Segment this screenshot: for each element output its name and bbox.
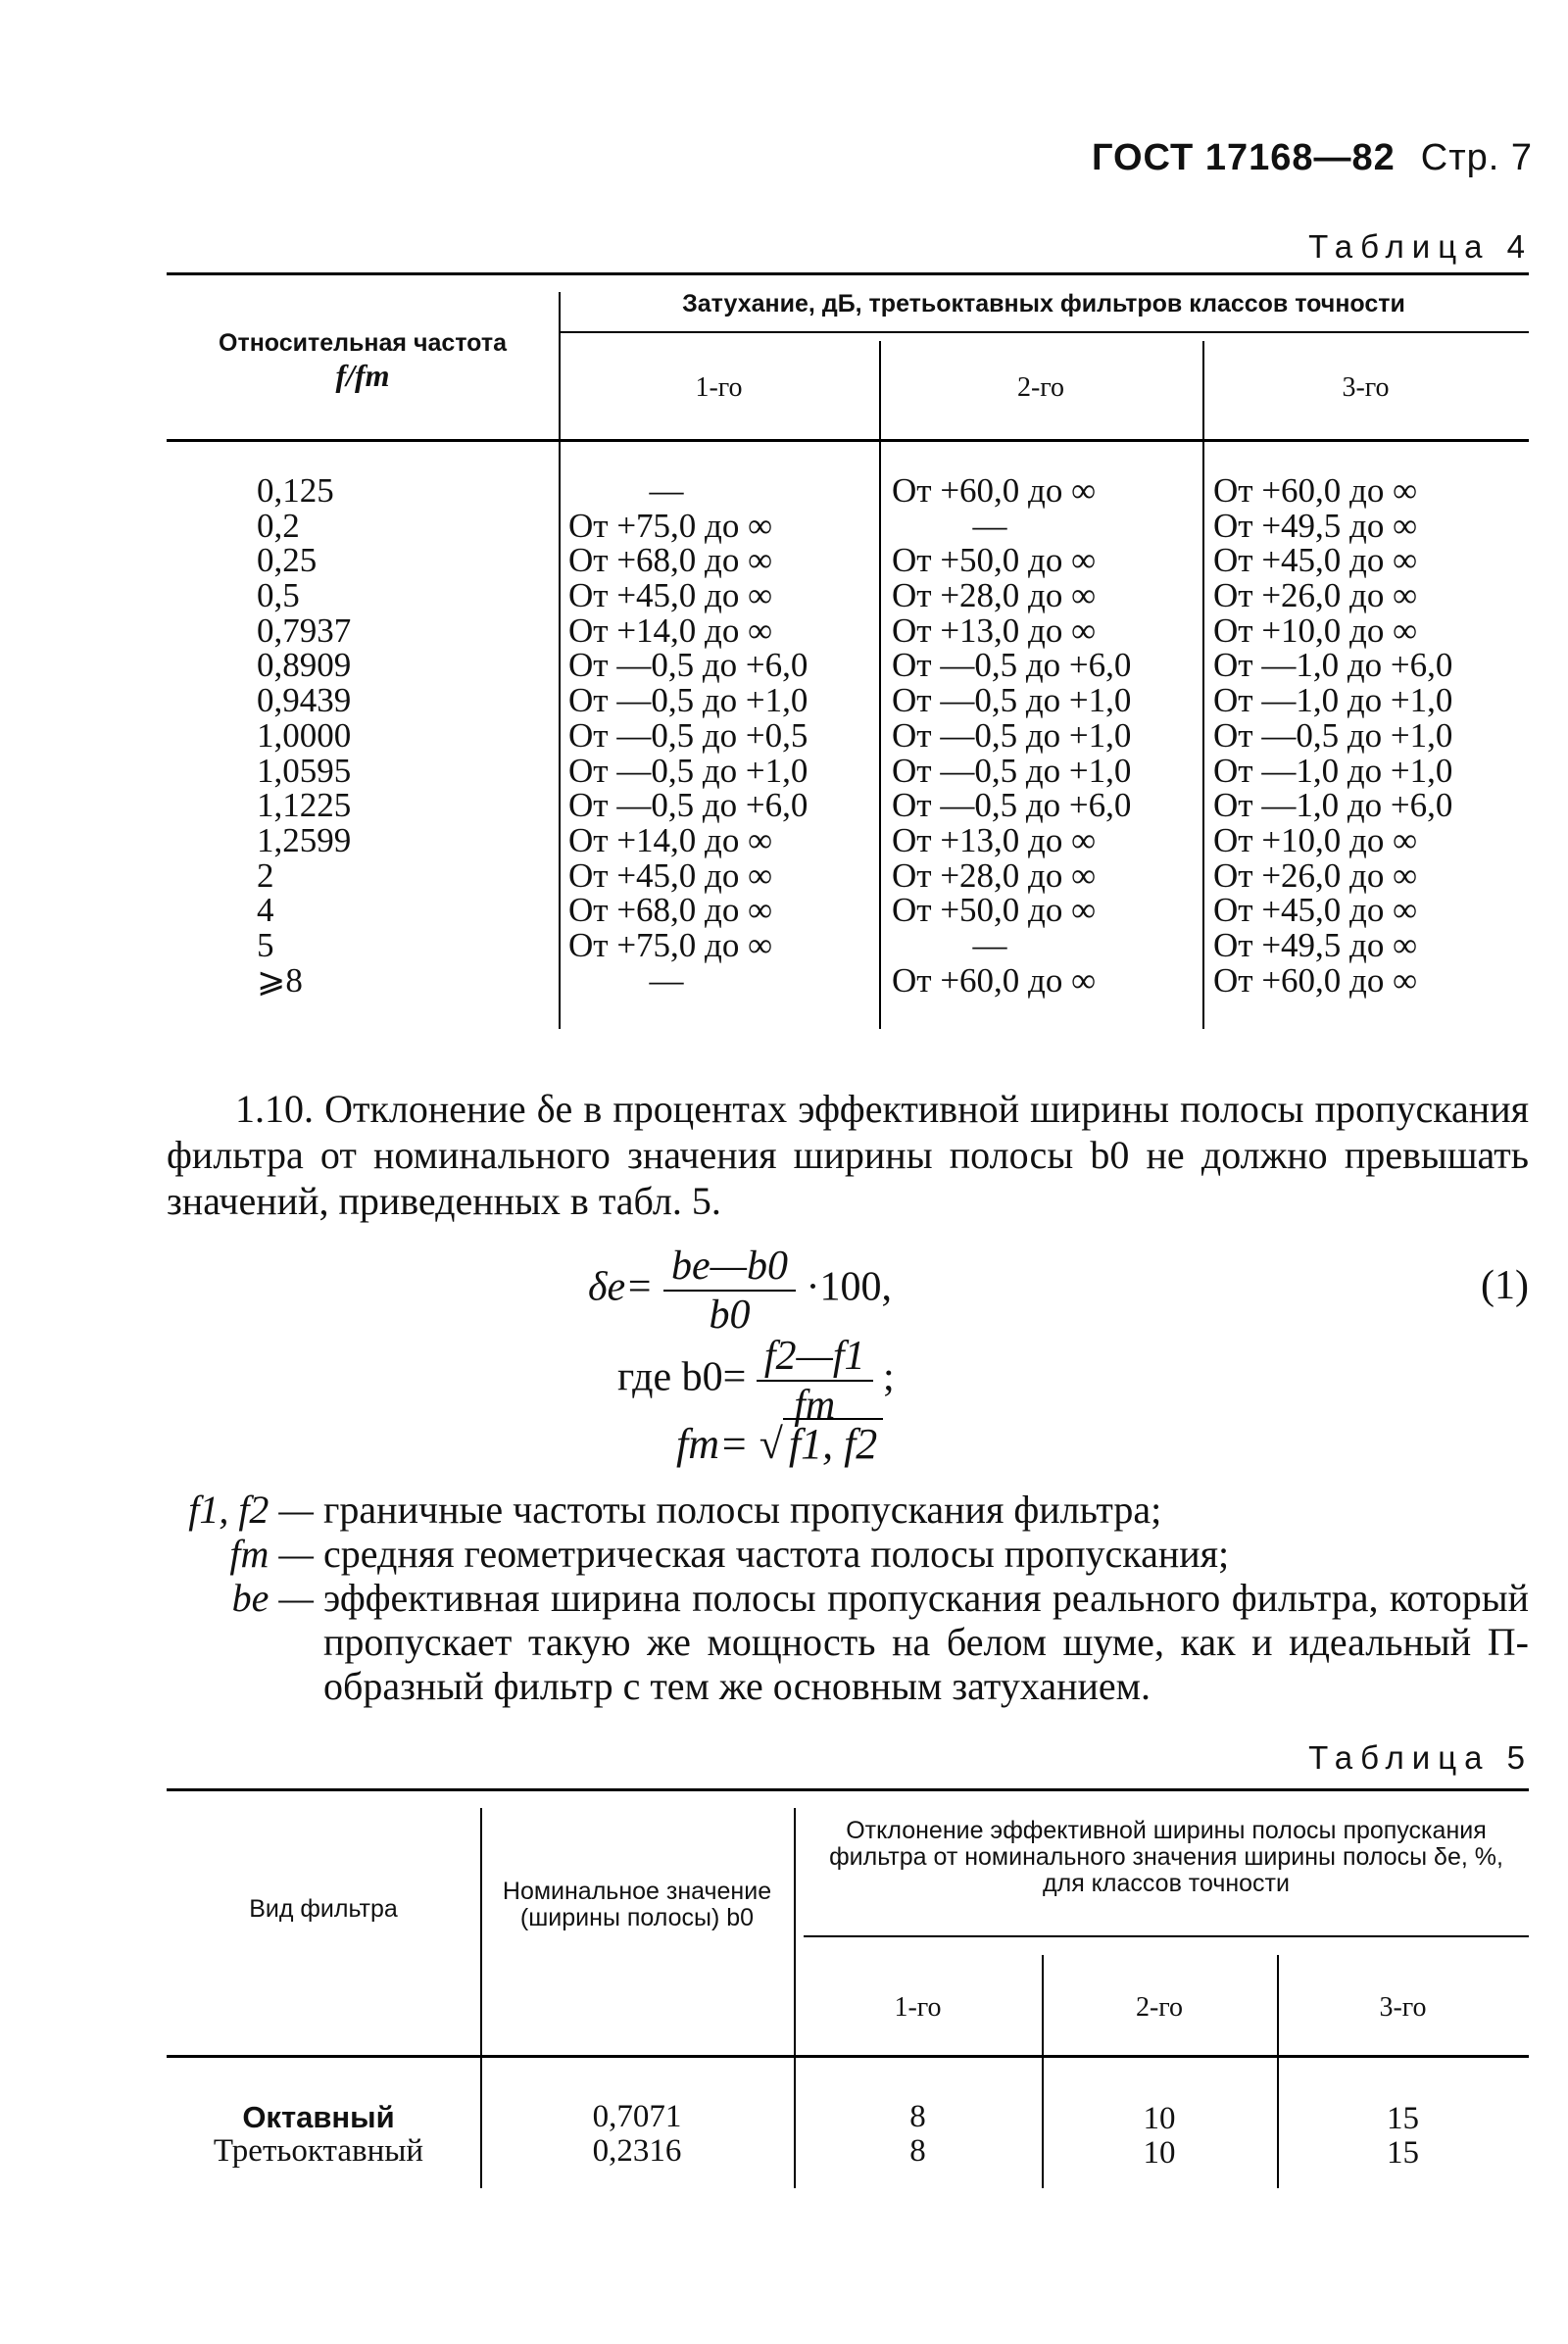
table4-class2-cell: От +50,0 до ∞ [892, 891, 1097, 930]
definition-text: средняя геометрическая частота полосы пропускания; [323, 1532, 1230, 1576]
table4-class3-cell: От +45,0 до ∞ [1213, 891, 1418, 930]
table4-class2-header: 2-го [1016, 372, 1065, 403]
table4-freq-cell: 1,2599 [257, 820, 352, 859]
page-number: Стр. 7 [1420, 137, 1533, 178]
table5-type-header: Вид фильтра [249, 1895, 398, 1923]
table4-freq-cell: 4 [257, 891, 274, 930]
table4-class1-cell: От —0,5 до +6,0 [568, 786, 808, 825]
table4-freq-cell: 1,0595 [257, 751, 352, 790]
table4-class2-cell: От +13,0 до ∞ [892, 820, 1097, 859]
formula-fm [676, 1419, 883, 1469]
table4-class2-cell: — [972, 925, 1007, 964]
table4-freq-cell: 2 [257, 855, 274, 895]
table4-class1-cell: От +75,0 до ∞ [568, 506, 773, 545]
table4-freq-cell: ⩾8 [257, 960, 303, 1000]
definition-be [167, 1576, 1529, 1708]
table5-nominal-header: Номинальное значение (ширины полосы) b0 [502, 1878, 772, 1931]
table4-class1-cell: От +68,0 до ∞ [568, 541, 773, 580]
table4-freq-cell: 0,25 [257, 541, 318, 580]
formula-2-tail: ; [883, 1354, 895, 1400]
table4-class2-cell: От —0,5 до +1,0 [892, 715, 1132, 755]
table4-freq-header-symbol: f/fm [335, 358, 390, 393]
definition-symbol: be — [231, 1576, 314, 1620]
table5-row1-class2: 10 [1143, 2101, 1176, 2136]
table4-class2-cell: От +13,0 до ∞ [892, 610, 1097, 650]
table4-class1-cell: — [649, 471, 684, 510]
table4-class2-cell: От —0,5 до +6,0 [892, 646, 1132, 685]
table4-class3-cell: От —1,0 до +1,0 [1213, 681, 1453, 720]
table5-top-rule [167, 1788, 1529, 1791]
table4-caption: Таблица 4 [1308, 228, 1533, 265]
formula-2-numerator: f2—f1 [757, 1333, 873, 1382]
table4-class2-cell: От —0,5 до +1,0 [892, 751, 1132, 790]
formula-2-denominator: fm [794, 1383, 836, 1428]
table5-vline-1 [480, 1808, 482, 2188]
table4-class3-cell: От —1,0 до +6,0 [1213, 646, 1453, 685]
table4-freq-cell: 0,5 [257, 576, 300, 615]
table4-class2-column [892, 473, 1186, 998]
table4-class3-cell: От +49,5 до ∞ [1213, 506, 1418, 545]
table4-class3-cell: От +10,0 до ∞ [1213, 820, 1418, 859]
table4-class3-header: 3-го [1342, 372, 1390, 403]
table4-class1-cell: От +75,0 до ∞ [568, 925, 773, 964]
table5-class1-header: 1-го [894, 1992, 942, 2023]
formula-1-numerator: be—b0 [663, 1243, 796, 1292]
table4-class1-header: 1-го [695, 372, 743, 403]
table4-class1-cell: От —0,5 до +0,5 [568, 715, 808, 755]
table4-freq-cell: 1,0000 [257, 715, 352, 755]
table4-class2-cell: От +28,0 до ∞ [892, 855, 1097, 895]
table4-class3-cell: От +49,5 до ∞ [1213, 925, 1418, 964]
table4 [167, 272, 1529, 1029]
table4-freq-column [257, 473, 453, 998]
paragraph-1-10-text: 1.10. Отклонение δe в процентах эффективной ширины полосы пропускания фильтра от номинального значения ширины полосы b0 не должно превышать значений, приведенных в табл. 5. [167, 1087, 1529, 1223]
definition-symbol: f1, f2 — [188, 1488, 314, 1532]
table4-class3-cell: От —1,0 до +1,0 [1213, 751, 1453, 790]
formula-2-fraction [757, 1333, 873, 1429]
table5-row1-nominal: 0,7071 [592, 2099, 682, 2134]
paragraph-1-10 [167, 1086, 1529, 1224]
table5-class3-header: 3-го [1379, 1992, 1427, 2023]
table5-row1-type: Октавный [242, 2100, 395, 2134]
formula-delta-e [588, 1243, 892, 1339]
table4-freq-cell: 0,125 [257, 471, 334, 510]
table4-class2-cell: — [972, 506, 1007, 545]
table4-freq-cell: 0,8909 [257, 646, 352, 685]
table4-class3-cell: От +45,0 до ∞ [1213, 541, 1418, 580]
table4-class2-cell: От +60,0 до ∞ [892, 471, 1097, 510]
table5-row1-class3: 15 [1387, 2101, 1419, 2136]
table4-class3-cell: От +10,0 до ∞ [1213, 610, 1418, 650]
table4-class1-cell: От —0,5 до +1,0 [568, 751, 808, 790]
table5-group-header: Отклонение эффективной ширины полосы пропускания фильтра от номинального значения ширины полосы δe, %, для классов точности [829, 1817, 1503, 1897]
table5-class2-header: 2-го [1135, 1992, 1184, 2023]
table5-row2-class1: 8 [909, 2133, 926, 2169]
formula-3-lhs: fm= √ [676, 1420, 783, 1468]
document-id: ГОСТ 17168—82 [1091, 137, 1396, 178]
table4-class3-cell: От +26,0 до ∞ [1213, 855, 1418, 895]
definition-f1-f2 [167, 1488, 1529, 1532]
table5-group-rule [804, 1935, 1529, 1937]
formula-3-radicand: f1, f2 [783, 1418, 883, 1468]
table4-class1-cell: — [649, 960, 684, 1000]
table5-row1-class1: 8 [909, 2099, 926, 2134]
formula-2-lhs: где b0= [617, 1354, 747, 1400]
table4-freq-cell: 0,9439 [257, 681, 352, 720]
formula-b0 [617, 1333, 895, 1429]
formula-1-number: (1) [1481, 1263, 1529, 1308]
page-header [1092, 137, 1533, 179]
table4-freq-header [167, 329, 559, 394]
table5-row2-type: Третьоктавный [213, 2133, 424, 2169]
table4-class1-cell: От +45,0 до ∞ [568, 576, 773, 615]
definition-symbol: fm — [229, 1532, 314, 1576]
table4-class1-column [568, 473, 862, 998]
table4-class1-cell: От —0,5 до +6,0 [568, 646, 808, 685]
formula-1-tail: ·100, [806, 1264, 893, 1310]
table5-caption: Таблица 5 [1308, 1739, 1533, 1776]
table4-class3-column [1213, 473, 1537, 998]
definition-text: эффективная ширина полосы пропускания реального фильтра, который пропускает такую же мощность на белом шуме, как и идеальный П-образный фильтр с тем же основным затуханием. [323, 1576, 1529, 1708]
table4-class1-cell: От —0,5 до +1,0 [568, 681, 808, 720]
table4-class1-cell: От +14,0 до ∞ [568, 610, 773, 650]
table4-vline-3 [1202, 341, 1204, 1029]
table4-class3-cell: От —0,5 до +1,0 [1213, 715, 1453, 755]
formula-1-fraction [663, 1243, 796, 1339]
table4-class2-cell: От —0,5 до +6,0 [892, 786, 1132, 825]
table4-class3-cell: От +60,0 до ∞ [1213, 960, 1418, 1000]
table4-freq-header-label: Относительная частота [219, 329, 507, 357]
table4-class3-cell: От +26,0 до ∞ [1213, 576, 1418, 615]
table4-group-rule [559, 331, 1529, 333]
table4-vline-2 [879, 341, 881, 1029]
table4-class2-cell: От —0,5 до +1,0 [892, 681, 1132, 720]
table4-group-header: Затухание, дБ, третьоктавных фильтров классов точности [682, 290, 1405, 317]
table5-row2-class3: 15 [1387, 2135, 1419, 2171]
table4-top-rule [167, 272, 1529, 275]
table4-freq-cell: 1,1225 [257, 786, 352, 825]
formula-1-lhs: δe= [588, 1264, 654, 1310]
formula-1-denominator: b0 [709, 1293, 751, 1338]
table4-class3-cell: От —1,0 до +6,0 [1213, 786, 1453, 825]
table4-class2-cell: От +60,0 до ∞ [892, 960, 1097, 1000]
table4-class2-cell: От +50,0 до ∞ [892, 541, 1097, 580]
table4-class2-cell: От +28,0 до ∞ [892, 576, 1097, 615]
definition-text: граничные частоты полосы пропускания фильтра; [323, 1488, 1162, 1532]
table5-header-rule [167, 2055, 1529, 2058]
table4-class3-cell: От +60,0 до ∞ [1213, 471, 1418, 510]
table4-class1-cell: От +68,0 до ∞ [568, 891, 773, 930]
table5-row2-class2: 10 [1143, 2135, 1176, 2171]
table4-class1-cell: От +14,0 до ∞ [568, 820, 773, 859]
table4-header-rule [167, 439, 1529, 442]
table4-freq-cell: 0,2 [257, 506, 300, 545]
table4-freq-cell: 0,7937 [257, 610, 352, 650]
table5 [167, 1788, 1529, 2190]
table4-freq-cell: 5 [257, 925, 274, 964]
table4-class1-cell: От +45,0 до ∞ [568, 855, 773, 895]
table5-row2-nominal: 0,2316 [592, 2133, 682, 2169]
definition-fm [167, 1532, 1529, 1576]
